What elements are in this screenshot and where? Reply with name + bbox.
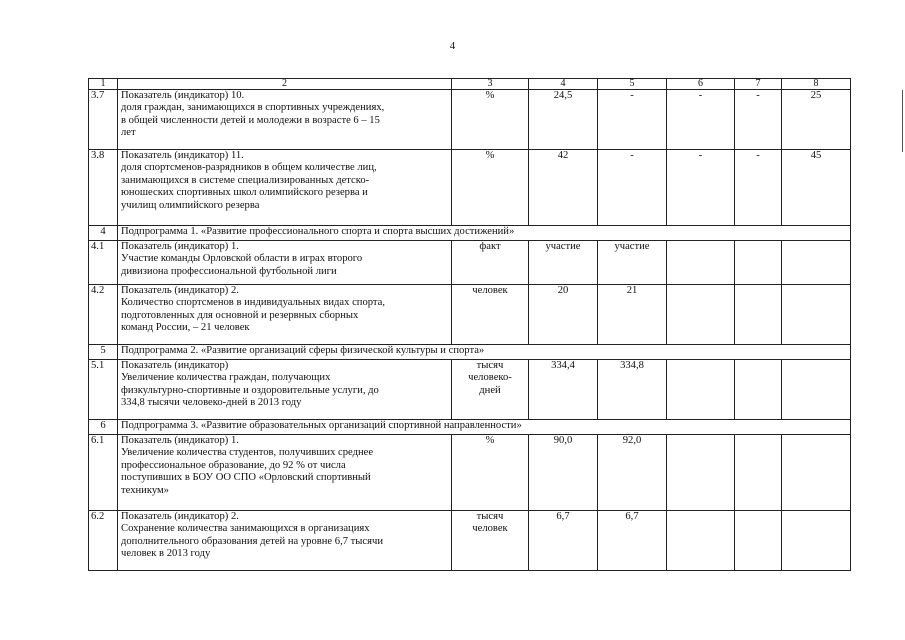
value-cell-c8 bbox=[782, 241, 851, 285]
value-cell-c7: - bbox=[735, 90, 782, 150]
unit-line: % bbox=[485, 150, 495, 161]
unit-cell bbox=[452, 511, 529, 571]
value-cell-c5: 334,8 bbox=[598, 360, 667, 420]
description-line: Показатель (индикатор) 10. bbox=[121, 90, 245, 101]
row-number: 5.1 bbox=[89, 360, 118, 420]
value-cell-c8: 25 bbox=[782, 90, 851, 150]
header-cell-5: 5 bbox=[598, 79, 667, 90]
row-number: 4.2 bbox=[89, 285, 118, 345]
value-cell-c4: 334,4 bbox=[529, 360, 598, 420]
unit-line: человек bbox=[472, 285, 508, 296]
value-cell-c4: 6,7 bbox=[529, 511, 598, 571]
indicator-description bbox=[118, 285, 452, 345]
indicator-description bbox=[118, 90, 452, 150]
header-cell-2: 2 bbox=[118, 79, 452, 90]
unit-line: человек bbox=[472, 523, 508, 535]
value-cell-c5: 92,0 bbox=[598, 435, 667, 511]
value-cell-c6 bbox=[667, 435, 735, 511]
description-line: в общей численности детей и молодежи в возрасте 6 – 15 bbox=[121, 114, 380, 126]
value-cell-c6: - bbox=[667, 150, 735, 226]
description-line: Увеличение количества студентов, получивших среднее bbox=[121, 447, 374, 459]
value-cell-c4: 42 bbox=[529, 150, 598, 226]
value-cell-c8 bbox=[782, 285, 851, 345]
header-cell-8: 8 bbox=[782, 79, 851, 90]
indicator-description bbox=[118, 360, 452, 420]
table-row bbox=[89, 285, 851, 345]
description-line: Сохранение количества занимающихся в организациях bbox=[121, 523, 370, 535]
row-number: 3.8 bbox=[89, 150, 118, 226]
header-cell-3: 3 bbox=[452, 79, 529, 90]
description-line: Показатель (индикатор) 1. bbox=[121, 241, 239, 252]
description-line: занимающихся в системе специализированных детско- bbox=[121, 174, 370, 186]
header-cell-7: 7 bbox=[735, 79, 782, 90]
unit-line: % bbox=[485, 435, 495, 446]
value-cell-c6 bbox=[667, 511, 735, 571]
value-cell-c5: - bbox=[598, 90, 667, 150]
value-cell-c7 bbox=[735, 360, 782, 420]
value-cell-c5: 21 bbox=[598, 285, 667, 345]
indicator-description bbox=[118, 150, 452, 226]
description-line: техникум» bbox=[121, 484, 169, 496]
unit-cell bbox=[452, 435, 529, 511]
section-row bbox=[89, 420, 851, 435]
page-number: 4 bbox=[449, 40, 456, 52]
value-cell-c7 bbox=[735, 511, 782, 571]
description-line: Количество спортсменов в индивидуальных видах спорта, bbox=[121, 297, 386, 309]
description-line: Показатель (индикатор) 1. bbox=[121, 435, 239, 446]
description-line: дополнительного образования детей на уровне 6,7 тысячи bbox=[121, 535, 383, 547]
description-line: физкультурно-спортивные и оздоровительные услуги, до bbox=[121, 384, 379, 396]
row-number: 4.1 bbox=[89, 241, 118, 285]
section-title: Подпрограмма 3. «Развитие образовательных организаций спортивной направленности» bbox=[118, 420, 851, 435]
unit-cell bbox=[452, 360, 529, 420]
unit-line: % bbox=[485, 90, 495, 101]
value-cell-c4: 90,0 bbox=[529, 435, 598, 511]
table-row bbox=[89, 150, 851, 226]
description-line: Показатель (индикатор) 2. bbox=[121, 285, 239, 296]
description-line: команд России, – 21 человек bbox=[121, 322, 250, 334]
value-cell-c8: 45 bbox=[782, 150, 851, 226]
table-row bbox=[89, 435, 851, 511]
value-cell-c6 bbox=[667, 285, 735, 345]
section-title: Подпрограмма 1. «Развитие профессионального спорта и спорта высших достижений» bbox=[118, 226, 851, 241]
value-cell-c7 bbox=[735, 435, 782, 511]
value-cell-c8 bbox=[782, 360, 851, 420]
section-row bbox=[89, 345, 851, 360]
unit-cell bbox=[452, 90, 529, 150]
description-line: лет bbox=[121, 127, 136, 139]
row-number: 6.2 bbox=[89, 511, 118, 571]
unit-line: факт bbox=[479, 241, 501, 252]
description-line: поступивших в БОУ ОО СПО «Орловский спортивный bbox=[121, 472, 371, 484]
description-line: подготовленных для основной и резервных сборных bbox=[121, 309, 359, 321]
table-row bbox=[89, 241, 851, 285]
unit-line: дней bbox=[479, 384, 501, 396]
description-line: дивизиона профессиональной футбольной лиги bbox=[121, 265, 337, 277]
description-line: профессиональное образование, до 92 % от числа bbox=[121, 459, 346, 471]
header-cell-1: 1 bbox=[89, 79, 118, 90]
value-cell-c4: 24,5 bbox=[529, 90, 598, 150]
unit-cell bbox=[452, 150, 529, 226]
value-cell-c8 bbox=[782, 511, 851, 571]
description-line: Показатель (индикатор) 2. bbox=[121, 511, 239, 522]
value-cell-c5: 6,7 bbox=[598, 511, 667, 571]
section-title: Подпрограмма 2. «Развитие организаций сферы физической культуры и спорта» bbox=[118, 345, 851, 360]
description-line: человек в 2013 году bbox=[121, 548, 211, 560]
section-row bbox=[89, 226, 851, 241]
value-cell-c8 bbox=[782, 435, 851, 511]
table-row bbox=[89, 360, 851, 420]
value-cell-c6: - bbox=[667, 90, 735, 150]
table-row bbox=[89, 511, 851, 571]
header-cell-6: 6 bbox=[667, 79, 735, 90]
unit-cell bbox=[452, 241, 529, 285]
header-row bbox=[89, 79, 851, 90]
indicator-description bbox=[118, 435, 452, 511]
unit-line: человеко- bbox=[468, 372, 512, 384]
value-cell-c5: - bbox=[598, 150, 667, 226]
indicator-description bbox=[118, 511, 452, 571]
table-row bbox=[89, 90, 851, 150]
unit-cell bbox=[452, 285, 529, 345]
row-number: 4 bbox=[89, 226, 118, 241]
indicator-description bbox=[118, 241, 452, 285]
description-line: Участие команды Орловской области в играх второго bbox=[121, 253, 363, 265]
header-cell-4: 4 bbox=[529, 79, 598, 90]
description-line: Увеличение количества граждан, получающих bbox=[121, 372, 331, 384]
margin-mark bbox=[902, 90, 903, 152]
value-cell-c4: участие bbox=[529, 241, 598, 285]
description-line: 334,8 тысячи человеко-дней в 2013 году bbox=[121, 397, 302, 409]
row-number: 5 bbox=[89, 345, 118, 360]
description-line: Показатель (индикатор) bbox=[121, 360, 229, 371]
indicators-table bbox=[88, 78, 851, 571]
value-cell-c6 bbox=[667, 360, 735, 420]
description-line: доля спортсменов-разрядников в общем количестве лиц, bbox=[121, 162, 377, 174]
description-line: училищ олимпийского резерва bbox=[121, 199, 260, 211]
description-line: юношеских спортивных школ олимпийского резерва и bbox=[121, 187, 368, 199]
row-number: 6 bbox=[89, 420, 118, 435]
value-cell-c5: участие bbox=[598, 241, 667, 285]
row-number: 6.1 bbox=[89, 435, 118, 511]
row-number: 3.7 bbox=[89, 90, 118, 150]
unit-line: тысяч bbox=[476, 511, 504, 522]
description-line: Показатель (индикатор) 11. bbox=[121, 150, 244, 161]
value-cell-c7 bbox=[735, 241, 782, 285]
value-cell-c7 bbox=[735, 285, 782, 345]
description-line: доля граждан, занимающихся в спортивных учреждениях, bbox=[121, 102, 385, 114]
value-cell-c7: - bbox=[735, 150, 782, 226]
unit-line: тысяч bbox=[476, 360, 504, 371]
value-cell-c4: 20 bbox=[529, 285, 598, 345]
value-cell-c6 bbox=[667, 241, 735, 285]
